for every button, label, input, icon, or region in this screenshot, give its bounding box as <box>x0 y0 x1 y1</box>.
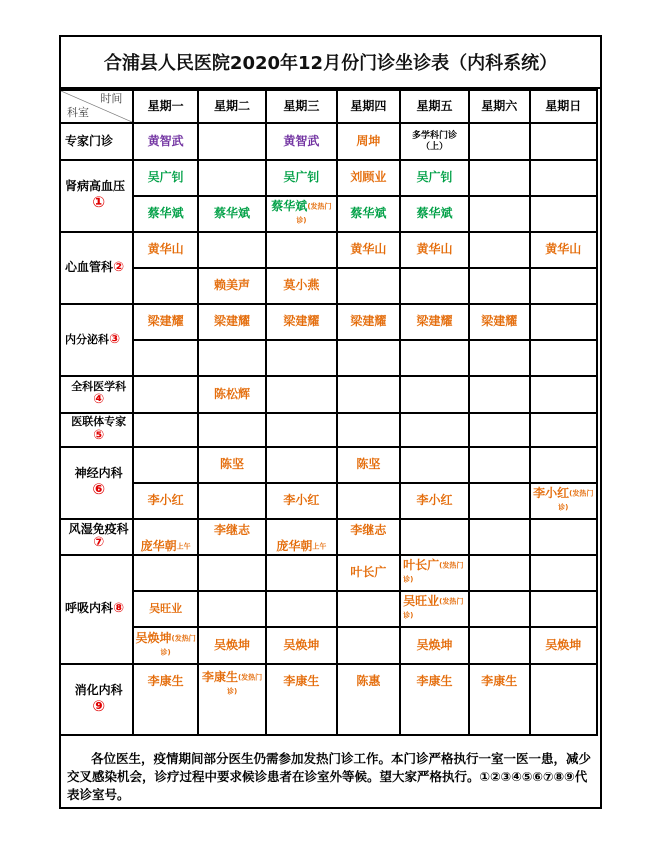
cell-consortium-sat <box>469 413 530 447</box>
cell-resp2-fri <box>400 591 469 627</box>
dept-general-label: 全科医学科 <box>71 379 127 393</box>
day-header-tue: 星期二 <box>198 90 266 123</box>
dept-consortium-label: 医联体专家 <box>71 415 127 429</box>
row-neuro-2 <box>60 483 597 519</box>
cell-resp3-wed: 吴焕坤 <box>266 627 336 664</box>
room-number-2: ② <box>113 259 125 275</box>
day-header-sat: 星期六 <box>469 90 530 123</box>
cell-resp3-thu <box>337 627 401 664</box>
cell-kidney2-thu: 蔡华斌 <box>337 196 401 232</box>
cell-rheum-tue: 李继志 <box>198 519 266 555</box>
dept-cardio <box>60 232 133 304</box>
cell-digest-thu: 陈惠 <box>337 664 401 735</box>
cell-kidney1-fri: 吴广钊 <box>400 160 469 196</box>
cell-cardio1-thu: 黄华山 <box>337 232 401 268</box>
cell-resp1-fri-name: 叶长广 <box>403 558 440 573</box>
cell-resp3-fri: 吴焕坤 <box>400 627 469 664</box>
cell-resp3-mon <box>133 627 198 664</box>
cell-resp3-mon-name: 吴焕坤 <box>135 630 172 645</box>
schedule-sheet <box>59 35 602 809</box>
cell-resp2-wed <box>266 591 336 627</box>
row-general <box>60 376 597 413</box>
room-number-3: ③ <box>109 331 121 347</box>
row-resp-3 <box>60 627 597 664</box>
row-consortium <box>60 413 597 447</box>
cell-digest-tue-note: (发热门诊) <box>226 673 263 696</box>
cell-digest-sat: 李康生 <box>469 664 530 735</box>
cell-kidney2-wed <box>266 196 336 232</box>
cell-neuro2-sun-name: 李小红 <box>533 486 570 501</box>
cell-consortium-wed <box>266 413 336 447</box>
cell-cardio2-sat <box>469 268 530 304</box>
cell-resp1-wed <box>266 555 336 591</box>
cell-resp1-fri-note: (发热门诊) <box>403 561 464 584</box>
dept-digest <box>60 664 133 735</box>
cell-resp1-mon <box>133 555 198 591</box>
day-header-mon: 星期一 <box>133 90 198 123</box>
room-number-8: ⑧ <box>113 601 125 617</box>
cell-endo2-sun <box>530 340 597 376</box>
cell-cardio1-wed <box>266 232 336 268</box>
cell-endo2-wed <box>266 340 336 376</box>
row-kidney-1 <box>60 160 597 196</box>
cell-rheum-mon <box>133 519 198 555</box>
cell-general-fri <box>400 376 469 413</box>
room-number-9: ⑨ <box>92 696 106 715</box>
cell-cardio1-mon: 黄华山 <box>133 232 198 268</box>
cell-neuro1-mon <box>133 447 198 483</box>
cell-consortium-thu <box>337 413 401 447</box>
cell-kidney2-sat <box>469 196 530 232</box>
cell-rheum-mon-name: 庞华朝 <box>140 539 177 554</box>
dept-consortium <box>60 413 133 447</box>
dept-rheum <box>60 519 133 555</box>
dept-endo <box>60 304 133 376</box>
page-title: 合浦县人民医院2020年12月份门诊坐诊表（内科系统） <box>61 37 600 89</box>
dept-kidney <box>60 160 133 232</box>
row-kidney-2 <box>60 196 597 232</box>
cell-endo1-wed: 梁建耀 <box>266 304 336 340</box>
cell-resp2-tue <box>198 591 266 627</box>
cell-resp2-thu <box>337 591 401 627</box>
row-rheum <box>60 519 597 555</box>
row-resp-1 <box>60 555 597 591</box>
footer-note: 各位医生，疫情期间部分医生仍需参加发热门诊工作。本门诊严格执行一室一医一患，减少交叉感染机会，诊疗过程中要求候诊患者在诊室外等候。望大家严格执行。①②③④⑤⑥⑦⑧⑨代表诊室号。 <box>67 751 592 803</box>
cell-neuro2-fri: 李小红 <box>400 483 469 519</box>
cell-cardio1-sun: 黄华山 <box>530 232 597 268</box>
cell-consortium-tue <box>198 413 266 447</box>
cell-cardio2-tue: 赖美声 <box>198 268 266 304</box>
cell-endo2-thu <box>337 340 401 376</box>
cell-resp2-sat <box>469 591 530 627</box>
row-neuro-1 <box>60 447 597 483</box>
cell-digest-wed: 李康生 <box>266 664 336 735</box>
room-number-4: ④ <box>93 392 105 408</box>
cell-resp1-tue <box>198 555 266 591</box>
cell-consortium-fri <box>400 413 469 447</box>
cell-cardio1-fri: 黄华山 <box>400 232 469 268</box>
room-number-1: ① <box>92 193 106 212</box>
dept-general <box>60 376 133 413</box>
cell-cardio1-sat <box>469 232 530 268</box>
cell-rheum-wed <box>266 519 336 555</box>
cell-general-sat <box>469 376 530 413</box>
cell-resp3-sun: 吴焕坤 <box>530 627 597 664</box>
cell-cardio2-fri <box>400 268 469 304</box>
cell-expert-fri: 多学科门诊（上） <box>400 123 469 160</box>
cell-endo1-thu: 梁建耀 <box>337 304 401 340</box>
cell-expert-wed: 黄智武 <box>266 123 336 160</box>
dept-expert-label: 专家门诊 <box>65 133 114 148</box>
cell-expert-tue <box>198 123 266 160</box>
schedule-table <box>59 89 598 736</box>
cell-neuro1-thu: 陈坚 <box>337 447 401 483</box>
cell-digest-sun <box>530 664 597 735</box>
cell-endo1-sat: 梁建耀 <box>469 304 530 340</box>
cell-consortium-sun <box>530 413 597 447</box>
cell-resp3-sat <box>469 627 530 664</box>
dept-digest-label: 消化内科 <box>74 682 123 697</box>
cell-resp1-sat <box>469 555 530 591</box>
cell-rheum-fri <box>400 519 469 555</box>
cell-kidney2-fri: 蔡华斌 <box>400 196 469 232</box>
cell-cardio2-mon <box>133 268 198 304</box>
room-number-5: ⑤ <box>93 427 105 443</box>
corner-cell <box>60 90 133 123</box>
cell-digest-fri: 李康生 <box>400 664 469 735</box>
cell-kidney2-tue: 蔡华斌 <box>198 196 266 232</box>
cell-rheum-thu: 李继志 <box>337 519 401 555</box>
cell-kidney2-wed-name: 蔡华斌 <box>271 199 308 214</box>
cell-general-wed <box>266 376 336 413</box>
day-header-thu: 星期四 <box>337 90 401 123</box>
cell-kidney2-wed-note: (发热门诊) <box>296 202 332 225</box>
cell-endo1-tue: 梁建耀 <box>198 304 266 340</box>
row-expert <box>60 123 597 160</box>
dept-rheum-label: 风湿免疫科 <box>68 521 129 536</box>
cell-consortium-mon <box>133 413 198 447</box>
cell-endo2-fri <box>400 340 469 376</box>
cell-rheum-sat <box>469 519 530 555</box>
cell-neuro1-fri <box>400 447 469 483</box>
cell-neuro2-sun <box>530 483 597 519</box>
cell-kidney1-mon: 吴广钊 <box>133 160 198 196</box>
room-number-7: ⑦ <box>93 535 105 551</box>
cell-cardio1-tue <box>198 232 266 268</box>
row-digest <box>60 664 597 735</box>
cell-neuro1-tue: 陈坚 <box>198 447 266 483</box>
cell-kidney1-sun <box>530 160 597 196</box>
cell-kidney2-mon: 蔡华斌 <box>133 196 198 232</box>
cell-endo2-sat <box>469 340 530 376</box>
cell-general-thu <box>337 376 401 413</box>
cell-kidney1-wed: 吴广钊 <box>266 160 336 196</box>
dept-resp <box>60 555 133 664</box>
room-number-6: ⑥ <box>92 480 106 499</box>
cell-resp2-sun <box>530 591 597 627</box>
cell-kidney1-sat <box>469 160 530 196</box>
cell-expert-sat <box>469 123 530 160</box>
cell-general-sun <box>530 376 597 413</box>
cell-resp2-fri-note: (发热门诊) <box>403 597 464 620</box>
cell-expert-thu: 周坤 <box>337 123 401 160</box>
dept-kidney-label: 肾病高血压 <box>65 179 126 194</box>
cell-expert-sun <box>530 123 597 160</box>
cell-neuro1-sun <box>530 447 597 483</box>
cell-neuro2-mon: 李小红 <box>133 483 198 519</box>
dept-expert <box>60 123 133 160</box>
cell-neuro1-sat <box>469 447 530 483</box>
cell-kidney1-tue <box>198 160 266 196</box>
cell-kidney1-thu: 刘顾业 <box>337 160 401 196</box>
cell-rheum-wed-name: 庞华朝 <box>276 539 313 554</box>
dept-cardio-label: 心血管科 <box>65 259 114 274</box>
cell-expert-mon: 黄智武 <box>133 123 198 160</box>
cell-neuro2-tue <box>198 483 266 519</box>
cell-cardio2-sun <box>530 268 597 304</box>
cell-resp1-thu: 叶长广 <box>337 555 401 591</box>
row-endo-1 <box>60 304 597 340</box>
cell-resp2-mon: 吴旺业 <box>133 591 198 627</box>
day-header-fri: 星期五 <box>400 90 469 123</box>
dept-resp-label: 呼吸内科 <box>65 601 114 616</box>
cell-cardio2-wed: 莫小燕 <box>266 268 336 304</box>
cell-rheum-wed-note: 上午 <box>312 542 327 551</box>
row-cardio-1 <box>60 232 597 268</box>
cell-endo1-sun <box>530 304 597 340</box>
cell-endo1-mon: 梁建耀 <box>133 304 198 340</box>
cell-endo2-tue <box>198 340 266 376</box>
dept-neuro-label: 神经内科 <box>74 466 123 481</box>
cell-digest-tue-name: 李康生 <box>201 670 238 684</box>
dept-neuro <box>60 447 133 519</box>
cell-neuro2-sat <box>469 483 530 519</box>
corner-dept-label: 科室 <box>67 106 89 120</box>
cell-resp1-fri <box>400 555 469 591</box>
cell-digest-tue <box>198 664 266 735</box>
cell-neuro2-thu <box>337 483 401 519</box>
cell-neuro2-sun-note: (发热门诊) <box>558 489 594 512</box>
day-header-wed: 星期三 <box>266 90 336 123</box>
cell-rheum-sun <box>530 519 597 555</box>
cell-digest-mon: 李康生 <box>133 664 198 735</box>
cell-cardio2-thu <box>337 268 401 304</box>
cell-resp1-sun <box>530 555 597 591</box>
cell-endo2-mon <box>133 340 198 376</box>
cell-general-tue: 陈松辉 <box>198 376 266 413</box>
day-header-sun: 星期日 <box>530 90 597 123</box>
cell-endo1-fri: 梁建耀 <box>400 304 469 340</box>
row-endo-2 <box>60 340 597 376</box>
dept-endo-label: 内分泌科 <box>65 332 109 346</box>
row-cardio-2 <box>60 268 597 304</box>
cell-neuro1-wed <box>266 447 336 483</box>
cell-resp2-fri-name: 吴旺业 <box>403 594 440 609</box>
cell-resp3-tue: 吴焕坤 <box>198 627 266 664</box>
header-row <box>60 90 597 123</box>
row-resp-2 <box>60 591 597 627</box>
cell-rheum-mon-note: 上午 <box>176 542 191 551</box>
cell-neuro2-wed: 李小红 <box>266 483 336 519</box>
cell-resp3-mon-note: (发热门诊) <box>160 634 196 656</box>
cell-kidney2-sun <box>530 196 597 232</box>
corner-time-label: 时间 <box>100 92 123 105</box>
cell-general-mon <box>133 376 198 413</box>
